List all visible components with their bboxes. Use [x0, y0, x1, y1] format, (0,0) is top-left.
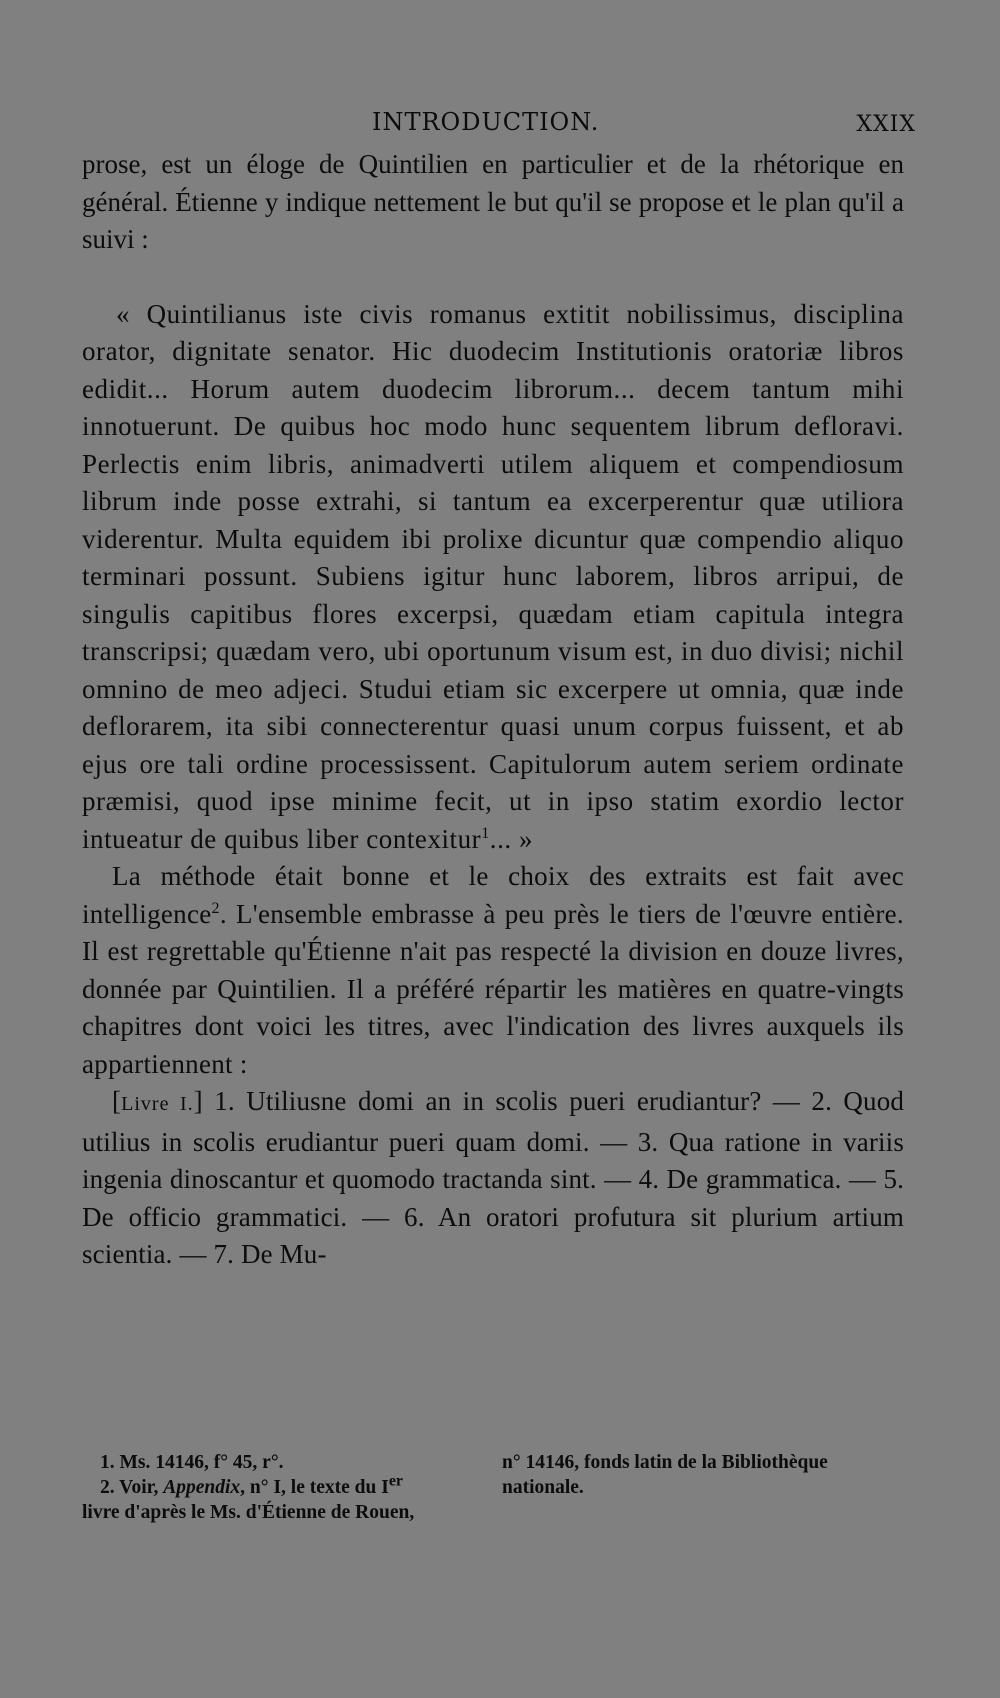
list-bracket-open: [ [112, 1086, 122, 1116]
method-text: La méthode était bonne et le choix des extraits est fait avec intelligence [82, 861, 904, 929]
footnote-ref-2: 2 [211, 899, 220, 917]
paragraph-intro: prose, est un éloge de Quintilien en particulier et de la rhétorique en général. Étienne y indique nettement le but qu'il se propose et le plan qu'il a suivi : [82, 149, 904, 254]
paragraph-chapter-list [82, 1083, 904, 1274]
book-label: Livre I. [121, 1093, 194, 1115]
list-bracket-close: ] [193, 1086, 203, 1116]
footnotes-right-column [502, 1450, 912, 1500]
footnote-2-end: nationale. [502, 1477, 584, 1498]
chapter-list-text: 1. Utiliusne domi an in scolis pueri erudiantur? — 2. Quod utilius in scolis erudiantur pueri quam domi. — 3. Qua ratione in variis ingenia dinoscantur et quomodo tractanda sint. — 4. De grammatica. — 5. De officio grammatici. — 6. An oratori profutura sit plurium artium scientia. — 7. De Mu- [82, 1086, 904, 1269]
appendix-ref: Appendix [163, 1477, 241, 1498]
footnotes-left-column [82, 1450, 477, 1525]
page-number: XXIX [856, 112, 916, 137]
footnote-2-cont: livre d'après le Ms. d'Étienne de Rouen, [82, 1502, 415, 1523]
footnote-1: 1. Ms. 14146, f° 45, r°. [100, 1452, 284, 1473]
quote-text: « Quintilianus iste civis romanus extitit nobilissimus, disciplina orator, dignitate senator. Hic duodecim Institutionis oratoriæ libros edidit... Horum autem duodecim librorum... decem tantum mihi innotuerunt. De quibus hoc modo hunc sequentem librum defloravi. Perlectis enim libris, animadverti utilem aliquem et compendiosum librum inde posse extrahi, si tantum ea excerperentur quæ utiliora viderentur. Multa equidem ibi prolixe dicuntur quæ compendio aliquo terminari possunt. Subiens igitur hunc laborem, libros arripui, de singulis capitibus flores excerpsi, quædam etiam capitula integra transcripsi; quædam vero, ubi oportunum visum est, in duo divisi; nichil omnino de meo adjeci. Studui etiam sic excerpere ut omnia, quæ inde deflorarem, ita sibi connecterentur quasi unum corpus fuissent, et ab ejus ore tali ordine processissent. Capitulorum autem seriem ordinate præmisi, quod ipse minime fecit, ut in ipso statim exordio lector intueatur de quibus liber contexitur [82, 298, 904, 854]
footnote-2-cont-right: n° 14146, fonds latin de la Bibliothèque [502, 1452, 828, 1473]
running-header [82, 108, 916, 144]
method-text-cont: . L'ensemble embrasse à peu près le tiers de l'œuvre entière. Il est regrettable qu'Étienne n'ait pas respecté la division en douze livres, donnée par Quintilien. Il a préféré répartir les matières en quatre-vingts chapitres dont voici les titres, avec l'indication des livres auxquels ils appartiennent : [82, 898, 904, 1079]
quote-end: ... » [489, 823, 534, 854]
footnote-ref-1: 1 [481, 824, 490, 842]
main-text [82, 146, 904, 1274]
footnote-2: 2. Voir, Appendix, n° I, le texte du Ier [100, 1472, 404, 1498]
paragraph-method [82, 858, 904, 1083]
running-title: INTRODUCTION. [372, 108, 600, 136]
paragraph-latin-quote [82, 296, 904, 859]
book-page [82, 108, 916, 1274]
